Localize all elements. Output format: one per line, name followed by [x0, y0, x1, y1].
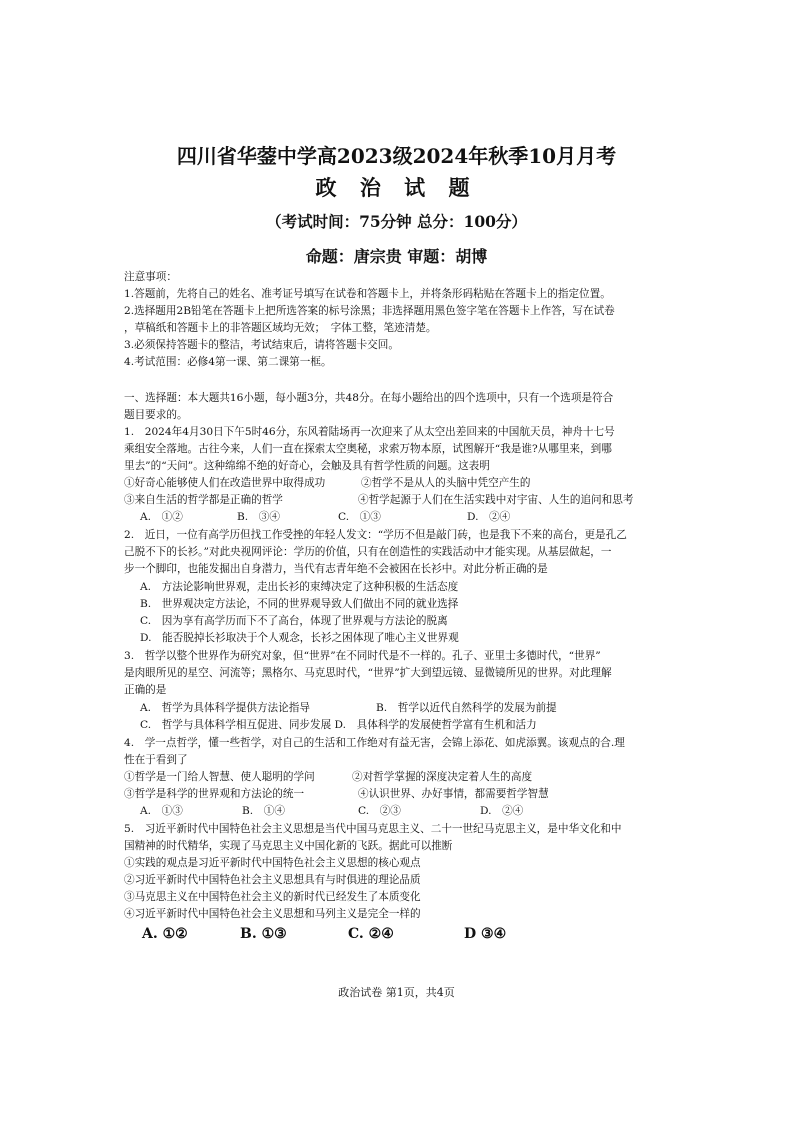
q1-statement: ③来自生活的哲学都是正确的哲学	[124, 494, 283, 506]
q4-statement: ②对哲学掌握的深度决定着人生的高度	[352, 771, 533, 783]
q1-option-c: C. ①③	[338, 511, 381, 523]
q4-stem: 4. 学一点哲学，懂一些哲学，对自己的生活和工作绝对有益无害，会锦上添花、如虎添翼。该观点的合.理	[124, 737, 625, 749]
q2-option-d: D. 能否脱掉长衫取决于个人观念，长衫之困体现了唯心主义世界观	[140, 632, 459, 644]
notes-heading: 注意事项：	[124, 271, 177, 283]
q2-stem: 己脱不下的长衫。”对此央视网评论：学历的价值，只有在创造性的实践活动中才能实现。从基层做起，一	[124, 546, 612, 558]
exam-title: 四川省华蓥中学高2023级2024年秋季10月月考	[176, 144, 617, 168]
note-item: ，草稿纸和答题卡上的非答题区域均无效； 字体工整，笔迹清楚。	[124, 322, 437, 334]
q1-statement: ②哲学不是从人的头脑中凭空产生的	[361, 477, 531, 489]
q3-option-cd: C. 哲学与具体科学相互促进、同步发展 D. 具体科学的发展使哲学富有生机和活力	[140, 719, 537, 731]
section-heading: 一、选择题：本大题共16小题，每小题3分，共48分。在每小题给出的四个选项中，只有一个选项是符合	[124, 392, 614, 404]
q4-option-b: B. ①④	[242, 805, 285, 817]
q2-option-a: A. 方法论影响世界观，走出长衫的束缚决定了这种积极的生活态度	[140, 581, 459, 593]
q3-stem: 3. 哲学以整个世界作为研究对象，但“世界”在不同时代是不一样的。孔子、亚里士多德时代，“世界”	[124, 650, 601, 662]
q5-stem: 国精神的时代精华，实现了马克思主义中国化新的飞跃。据此可以推断	[124, 840, 453, 852]
q5-statement: ③马克思主义在中国特色社会主义的新时代已经发生了本质变化	[124, 891, 421, 903]
q1-statement: ④哲学起源于人们在生活实践中对宇宙、人生的追问和思考	[358, 494, 634, 506]
note-item: 4.考试范围：必修4第一课、第二课第一框。	[124, 356, 332, 368]
q3-stem: 是肉眼所见的星空、河流等；黑格尔、马克思时代，“世界”扩大到望远镜、显微镜所见的世界。对此理解	[124, 667, 612, 679]
exam-info: （考试时间：75分钟 总分：100分）	[266, 212, 527, 231]
section-heading-cont: 题目要求的。	[124, 409, 188, 421]
q4-stem: 性在于看到了	[124, 754, 188, 766]
q2-stem: 步一个脚印，也能发掘出自身潜力，当代有志青年绝不会被困在长衫中。对此分析正确的是	[124, 563, 548, 575]
q1-option-d: D. ②④	[467, 511, 511, 523]
note-item: 2.选择题用2B铅笔在答题卡上把所选答案的标号涂黑；非选择题用黑色签字笔在答题卡上作答，写在试卷	[124, 305, 615, 317]
q5-option-d: D ③④	[464, 926, 507, 942]
q4-statement: ④认识世界、办好事情，都需要哲学智慧	[358, 788, 549, 800]
q2-option-b: B. 世界观决定方法论，不同的世界观导致人们做出不同的就业选择	[140, 598, 459, 610]
q1-stem: 1. 2024年4月30日下午5时46分，东风着陆场再一次迎来了从太空出差回来的中国航天员，神舟十七号	[124, 426, 615, 438]
authors-line: 命题：唐宗贵 审题：胡博	[305, 247, 488, 266]
q1-option-a: A. ①②	[140, 511, 183, 523]
note-item: 3.必须保持答题卡的整洁，考试结束后，请将答题卡交回。	[124, 339, 399, 351]
q2-stem: 2. 近日，一位有高学历但找工作受挫的年轻人发文：“学历不但是敲门砖，也是我下不来的高台，更是孔乙	[124, 529, 627, 541]
q5-option-a: A. ①②	[142, 926, 188, 942]
q5-statement: ①实践的观点是习近平新时代中国特色社会主义思想的核心观点	[124, 857, 421, 869]
q5-statement: ②习近平新时代中国特色社会主义思想具有与时俱进的理论品质	[124, 874, 421, 886]
q5-stem: 5. 习近平新时代中国特色社会主义思想是当代中国马克思主义、二十一世纪马克思主义，是中华文化和中	[124, 823, 622, 835]
q3-stem: 正确的是	[124, 684, 167, 696]
q4-statement: ①哲学是一门给人智慧、使人聪明的学问	[124, 771, 315, 783]
q5-statement: ④习近平新时代中国特色社会主义思想和马列主义是完全一样的	[124, 908, 421, 920]
q4-option-a: A. ①③	[140, 805, 183, 817]
page-footer: 政治试卷 第1页，共4页	[338, 986, 455, 999]
q4-statement: ③哲学是科学的世界观和方法论的统一	[124, 788, 305, 800]
q3-option-a: A. 哲学为具体科学提供方法论指导	[140, 702, 310, 714]
q5-option-c: C. ②④	[348, 926, 394, 942]
note-item: 1.答题前，先将自己的姓名、准考证号填写在试卷和答题卡上，并将条形码粘贴在答题卡上的指定位置。	[124, 288, 611, 300]
subject-title: 政 治 试 题	[315, 175, 478, 200]
q4-option-c: C. ②③	[358, 805, 401, 817]
q2-option-c: C. 因为享有高学历而下不了高台，体现了世界观与方法论的脱离	[140, 615, 448, 627]
q5-option-b: B. ①③	[240, 926, 287, 942]
q1-stem: 乘组安全落地。古往今来，人们一直在探索太空奥秘，求索万物本原，试图解开“我是谁?从哪里来，到哪	[124, 443, 612, 455]
q1-statement: ①好奇心能够使人们在改造世界中取得成功	[124, 477, 326, 489]
q4-option-d: D. ②④	[480, 805, 524, 817]
q1-option-b: B. ③④	[237, 511, 280, 523]
q3-option-b: B. 哲学以近代自然科学的发展为前提	[376, 702, 557, 714]
q1-stem: 里去”的“天问”。这种绵绵不绝的好奇心，会触及具有哲学性质的问题。这表明	[124, 460, 490, 472]
